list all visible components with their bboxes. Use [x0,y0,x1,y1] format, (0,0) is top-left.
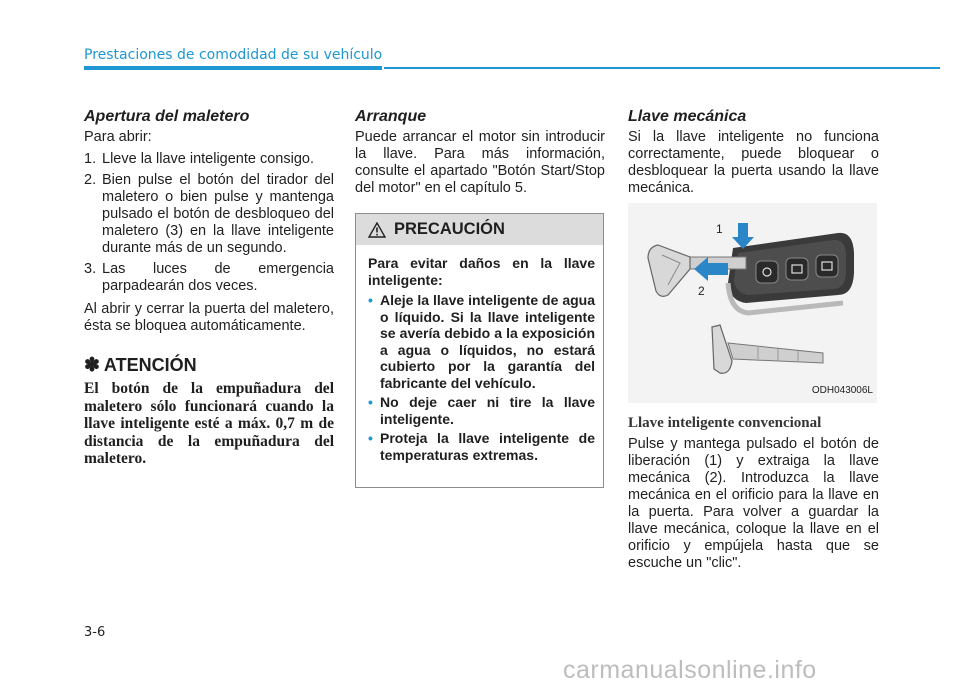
trunk-step [84,261,334,295]
mechanical-key-heading: Llave mecánica [628,108,747,125]
trunk-heading: Apertura del maletero [84,108,250,125]
start-body: Puede arrancar el motor sin introducir la llave. Para más información, consulte el apartado "Botón Start/Stop del motor" en el capítulo 5. [355,129,605,196]
bullet-icon: • [368,394,373,410]
step-text: Bien pulse el botón del tirador del maletero o bien pulse y mantenga pulsado el botón de desbloqueo del maletero (3) en la llave inteligente durante más de un segundo. [102,172,334,256]
step-number: 3. [84,261,97,277]
trunk-step [84,172,334,257]
page-number: 3-6 [84,625,106,640]
caution-header [356,214,603,245]
caution-box [355,213,604,488]
caution-item-text: No deje caer ni tire la llave inteligente. [380,394,595,427]
caution-list [368,292,595,463]
figure-code: ODH043006L [811,385,873,396]
header-rule-thin [384,67,940,69]
column-start [355,108,605,488]
caution-body [356,245,603,463]
conventional-key-body: Pulse y mantega pulsado el botón de liberación (1) y extraiga la llave mecánica (2). Introduzca la llave mecánica en el orificio para la llave en la puerta. Para volver a guardar la llave mecánica, coloque la llave en el orificio y empújela hasta que se escuche un "clic". [628,436,879,571]
trunk-intro: Para abrir: [84,129,152,145]
bullet-icon: • [368,430,373,446]
step-number: 2. [84,172,97,188]
note-title-text: ATENCIÓN [103,355,197,375]
note-title [84,357,334,374]
step-number: 1. [84,151,97,167]
column-trunk [84,108,334,468]
note-body: El botón de la empuñadura del maletero sólo funcionará cuando la llave inteligente esté a máx. 0,7 m de distancia de la empuñadura del maletero. [84,380,334,467]
note-star-icon: ✽ [84,355,100,376]
trunk-closing: Al abrir y cerrar la puerta del maletero, ésta se bloquea automáticamente. [84,301,334,334]
caution-item-text: Aleje la llave inteligente de agua o líquido. Si la llave inteligente se avería debido a la exposición a agua o líquidos, no estará cubierto por la garantía del fabricante del vehículo. [380,292,595,391]
header-rule-thick [84,66,382,70]
mechanical-key-body: Si la llave inteligente no funciona correctamente, puede bloquear o desbloquear la puerta usando la llave mecánica. [628,129,879,196]
step-text: Lleve la llave inteligente consigo. [102,151,314,167]
figure-label-1: 1 [716,222,723,236]
warning-triangle-icon [368,222,386,238]
caution-item [368,394,595,427]
caution-intro: Para evitar daños en la llave inteligente: [368,255,595,288]
caution-item-text: Proteja la llave inteligente de temperaturas extremas. [380,430,595,463]
smart-key-illustration [628,203,877,403]
caution-item [368,292,595,391]
start-heading: Arranque [355,108,427,125]
caution-item [368,430,595,463]
section-header-title: Prestaciones de comodidad de su vehículo [84,47,383,63]
caution-title: PRECAUCIÓN [394,220,505,238]
watermark: carmanualsonline.info [563,656,817,684]
column-mechanical-key [628,108,879,577]
figure-label-2: 2 [698,284,705,298]
trunk-step [84,151,334,168]
step-text: Las luces de emergencia parpadearán dos veces. [102,261,334,294]
conventional-key-subheading: Llave inteligente convencional [628,415,822,431]
smart-key-drawing [628,203,877,403]
bullet-icon: • [368,292,373,308]
trunk-steps [84,151,334,295]
